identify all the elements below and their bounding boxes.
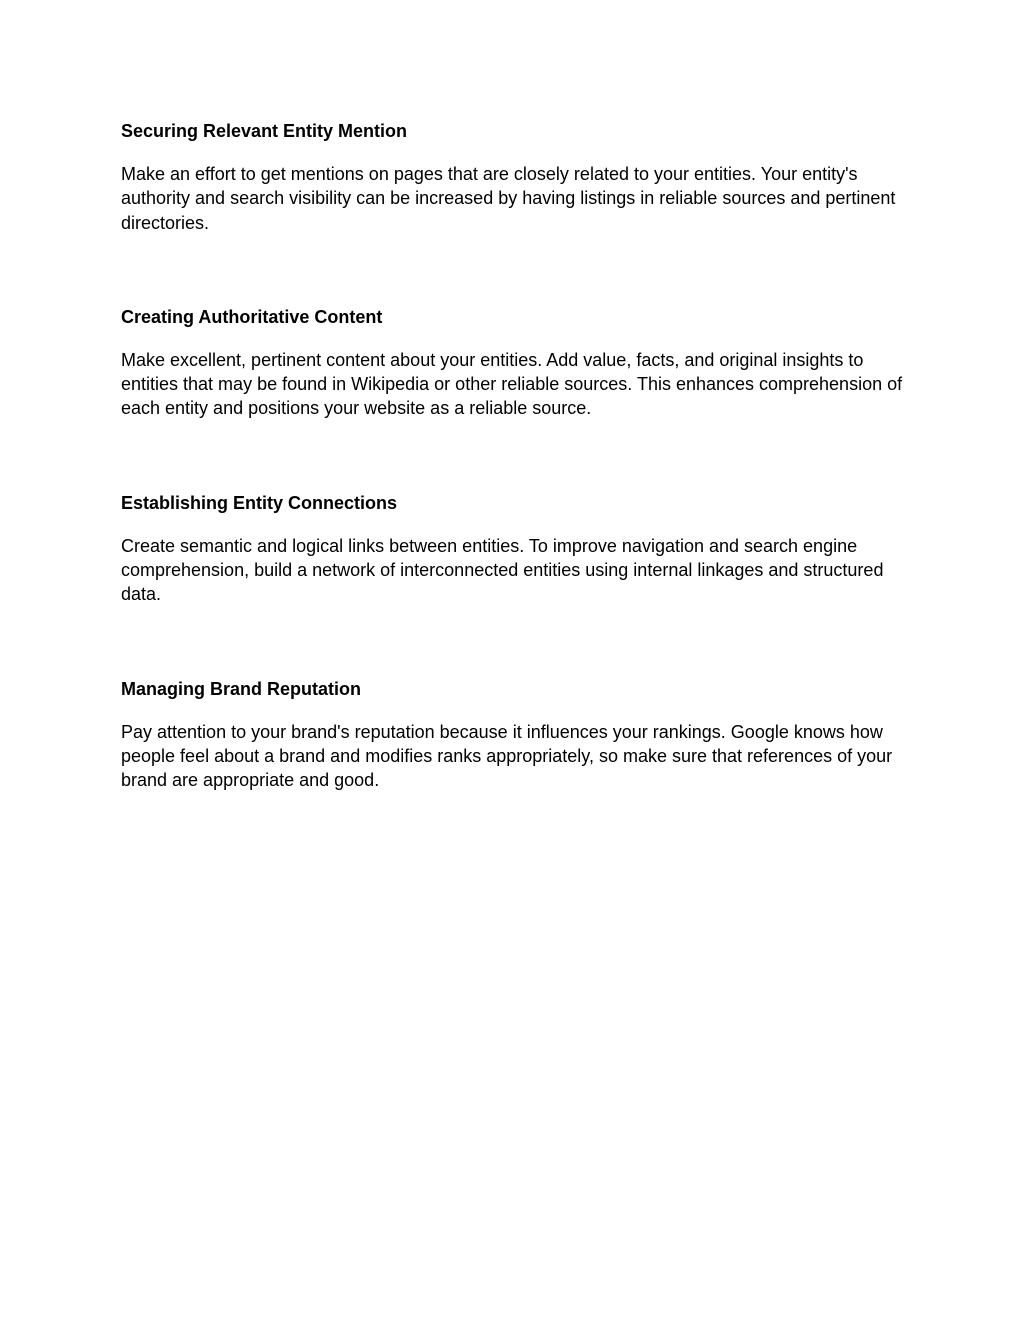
section-paragraph: Create semantic and logical links between entities. To improve navigation and search engine comprehension, build a network of interconnected entities using internal linkages and structured data. (121, 535, 884, 605)
section-entity-mention (121, 118, 911, 235)
section-paragraph: Make an effort to get mentions on pages that are closely related to your entities. Your entity's authority and search visibility can be increased by having listings in reliable sources and pertinent directories. (121, 164, 896, 233)
section-heading: Securing Relevant Entity Mention (121, 121, 408, 141)
section-heading: Managing Brand Reputation (121, 678, 361, 699)
section-heading: Establishing Entity Connections (121, 492, 398, 513)
section-authoritative-content (121, 304, 911, 421)
section-entity-connections (121, 490, 911, 607)
section-heading: Creating Authoritative Content (121, 306, 383, 327)
section-paragraph: Make excellent, pertinent content about your entities. Add value, facts, and original insights to entities that may be found in Wikipedia or other reliable sources. This enhances comprehension of each entity and positions your website as a reliable source. (121, 349, 903, 419)
section-brand-reputation (121, 676, 911, 793)
document-page (121, 118, 911, 862)
section-paragraph: Pay attention to your brand's reputation because it influences your rankings. Google knows how people feel about a brand and modifies ranks appropriately, so make sure that references of your brand are appropriate and good. (121, 721, 893, 791)
